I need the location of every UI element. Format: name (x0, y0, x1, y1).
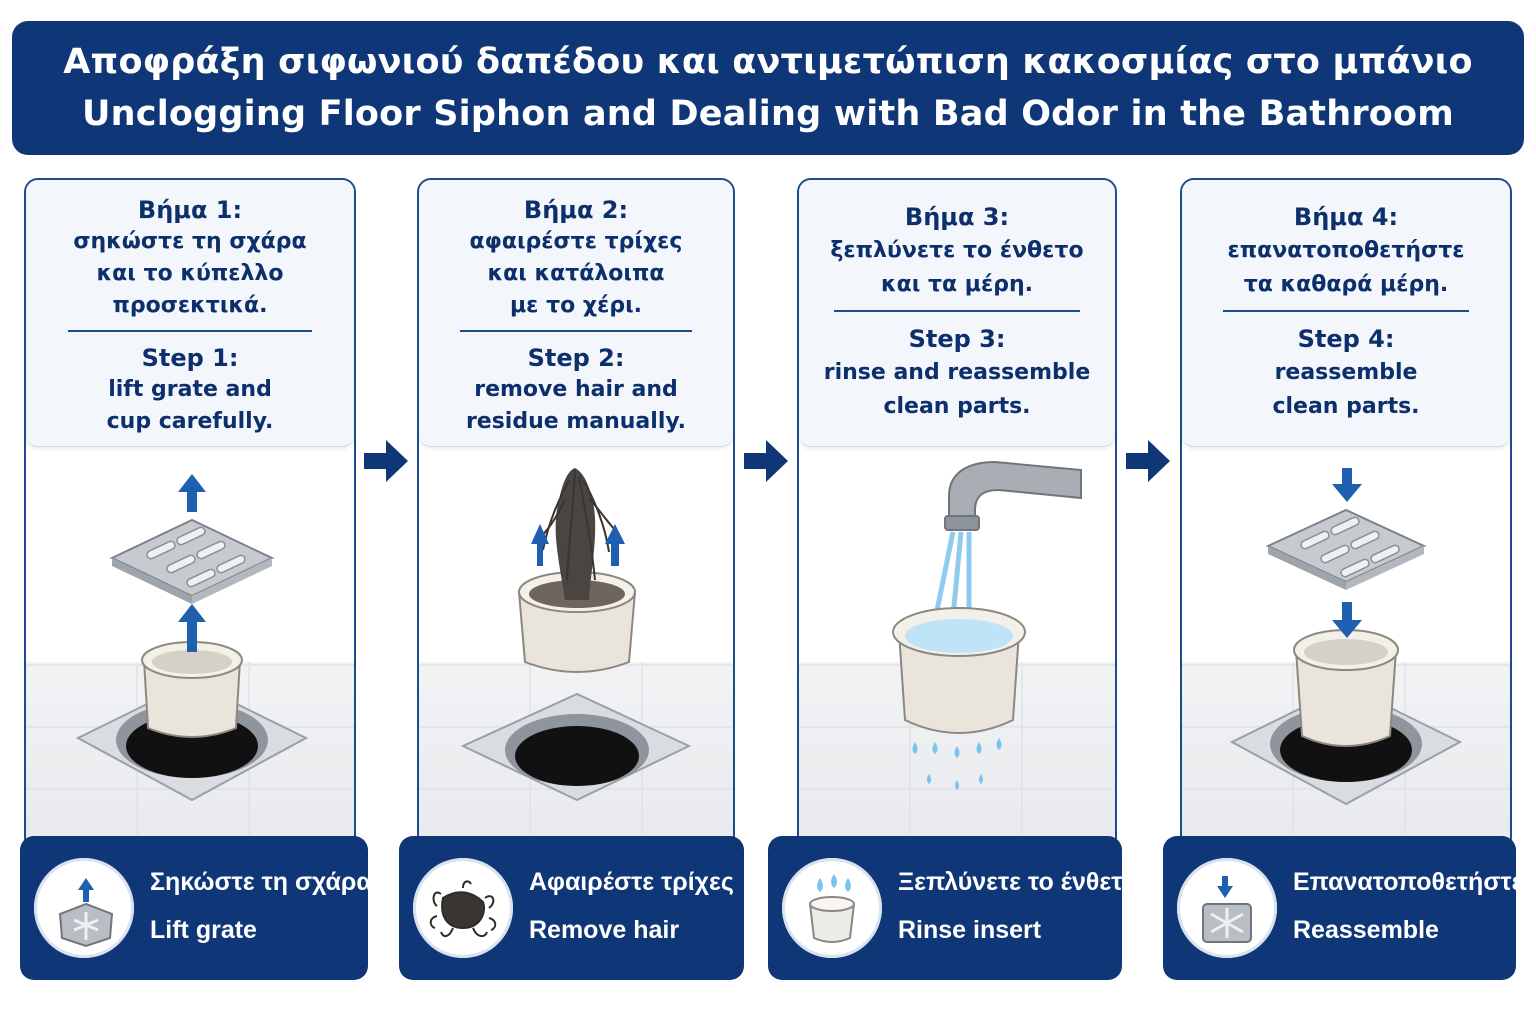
step-1-card (26, 180, 354, 447)
step-4-label-english: Reassemble (1293, 916, 1439, 944)
step-2-greek-line: με το χέρι. (509, 293, 643, 318)
step-1-greek-line: και το κύπελλο (96, 261, 284, 286)
step-3-panel (797, 178, 1117, 852)
step-3-card (799, 180, 1115, 447)
title-greek: Αποφράξη σιφωνιού δαπέδου και αντιμετώπιση κακοσμίας στο μπάνιο (63, 42, 1473, 82)
step-3-greek-line: ξεπλύνετε το ένθετο (830, 238, 1084, 263)
reassemble-icon (1177, 858, 1277, 958)
step-2-english-line: residue manually. (465, 409, 687, 434)
step-1-label-english: Lift grate (150, 916, 257, 944)
step-3-greek-line: και τα μέρη. (881, 272, 1033, 297)
step-4-label-greek: Επανατοποθετήστε (1293, 868, 1524, 896)
step-4-label (1163, 836, 1524, 980)
divider (1223, 310, 1469, 312)
step-2-label-english: Remove hair (529, 916, 680, 944)
next-step-arrow-icon (1124, 436, 1172, 486)
step-1-greek-line: σηκώστε τη σχάρα (73, 229, 307, 254)
step-3-english-line: clean parts. (883, 394, 1031, 419)
next-step-arrow-icon (742, 436, 790, 486)
step-1-label (20, 836, 372, 980)
divider (460, 330, 692, 332)
step-3-label-greek: Ξεπλύνετε το ένθετο (898, 868, 1137, 896)
step-4-english-line: clean parts. (1272, 394, 1420, 419)
step-4-panel (1180, 178, 1512, 852)
step-2-greek-heading: Βήμα 2: (523, 196, 629, 224)
step-3-label (768, 836, 1137, 980)
step-1-label-greek: Σηκώστε τη σχάρα (150, 868, 372, 896)
title-banner (12, 21, 1524, 155)
step-2-greek-line: και κατάλοιπα (487, 261, 665, 286)
step-4-english-heading: Step 4: (1297, 325, 1395, 353)
step-2-label (399, 836, 744, 980)
step-4-greek-line: τα καθαρά μέρη. (1243, 272, 1449, 297)
step-3-greek-heading: Βήμα 3: (904, 203, 1010, 231)
step-2-english-line: remove hair and (474, 377, 678, 402)
step-2-greek-line: αφαιρέστε τρίχες (469, 229, 683, 254)
step-2-english-heading: Step 2: (527, 344, 625, 372)
step-2-card (419, 180, 733, 447)
next-step-arrow-icon (362, 436, 410, 486)
step-4-greek-heading: Βήμα 4: (1293, 203, 1399, 231)
step-4-greek-line: επανατοποθετήστε (1227, 238, 1465, 263)
step-3-english-line: rinse and reassemble (823, 360, 1091, 385)
step-1-english-line: cup carefully. (106, 409, 274, 434)
hair-clump-icon (413, 858, 513, 958)
step-1-greek-heading: Βήμα 1: (137, 196, 243, 224)
step-1-english-heading: Step 1: (141, 344, 239, 372)
divider (834, 310, 1080, 312)
step-2-label-greek: Αφαιρέστε τρίχες (529, 868, 734, 896)
step-3-english-heading: Step 3: (908, 325, 1006, 353)
title-english: Unclogging Floor Siphon and Dealing with Bad Odor in the Bathroom (82, 94, 1454, 134)
step-4-english-line: reassemble (1274, 360, 1418, 385)
step-1-greek-line: προσεκτικά. (112, 293, 268, 318)
divider (68, 330, 312, 332)
step-2-panel (417, 178, 735, 852)
step-4-card (1182, 180, 1510, 447)
step-1-panel (24, 178, 356, 852)
step-3-label-english: Rinse insert (898, 916, 1042, 944)
step-1-english-line: lift grate and (108, 377, 272, 402)
lift-grate-icon (34, 858, 134, 958)
rinse-insert-icon (782, 858, 882, 958)
